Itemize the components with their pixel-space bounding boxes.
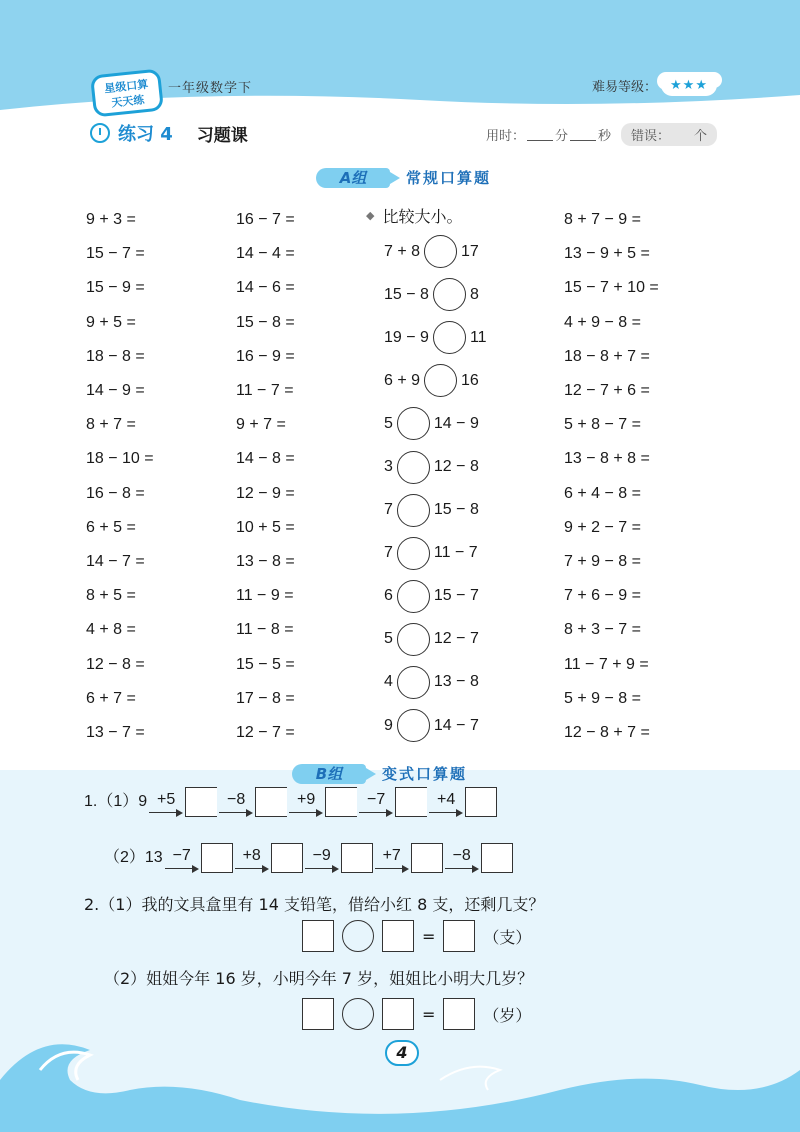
lesson-title: 习题课 bbox=[196, 125, 248, 146]
error-count-box[interactable] bbox=[621, 123, 717, 146]
exercise-item: 14 − 6 = bbox=[236, 279, 295, 297]
compare-column bbox=[366, 200, 487, 747]
group-b-tag: B组 bbox=[292, 764, 366, 784]
compare-item bbox=[384, 402, 487, 445]
exercise-item: 9 + 2 − 7 = bbox=[564, 518, 641, 536]
answer-circle[interactable] bbox=[397, 537, 430, 570]
answer-circle[interactable] bbox=[397, 494, 430, 527]
arrow-icon bbox=[359, 809, 393, 817]
exercise-item: 6 + 7 = bbox=[86, 689, 136, 707]
operation-label: −7 bbox=[172, 847, 191, 864]
exercise-item: 15 − 9 = bbox=[86, 279, 145, 297]
compare-right: 11 bbox=[469, 328, 487, 346]
seconds-blank[interactable] bbox=[570, 129, 596, 141]
compare-right: 16 bbox=[461, 371, 479, 389]
arrow-icon bbox=[375, 865, 409, 873]
compare-item bbox=[384, 704, 487, 747]
compare-left: 15 − 8 bbox=[384, 285, 429, 303]
exercise-column-1 bbox=[86, 203, 154, 750]
lesson-number: 练习 4 bbox=[118, 124, 173, 145]
series-logo bbox=[90, 68, 164, 117]
group-b-heading bbox=[292, 763, 467, 784]
compare-left: 5 bbox=[384, 630, 393, 648]
arrow-icon bbox=[305, 865, 339, 873]
operation-label: −7 bbox=[367, 791, 386, 808]
exercise-item: 15 − 5 = bbox=[236, 655, 295, 673]
compare-right: 13 − 8 bbox=[433, 673, 479, 691]
exercise-item: 6 + 4 − 8 = bbox=[564, 484, 641, 502]
exercise-item: 5 + 9 − 8 = bbox=[564, 689, 641, 707]
answer-circle[interactable] bbox=[397, 709, 430, 742]
compare-item bbox=[384, 273, 487, 316]
difficulty-label: 难易等级： bbox=[592, 79, 658, 95]
arrow-icon bbox=[235, 865, 269, 873]
operation-arrow bbox=[429, 791, 463, 817]
difficulty-stars: ★★★ bbox=[661, 74, 717, 96]
exercise-item: 12 − 8 + 7 = bbox=[564, 723, 650, 741]
exercise-item: 7 + 9 − 8 = bbox=[564, 552, 641, 570]
compare-left: 7 bbox=[384, 544, 393, 562]
answer-box[interactable] bbox=[382, 920, 414, 952]
operation-arrow bbox=[235, 847, 269, 873]
compare-right: 14 − 7 bbox=[433, 716, 479, 734]
answer-box[interactable] bbox=[443, 920, 475, 952]
group-a-tag: A组 bbox=[316, 168, 390, 188]
operator-circle[interactable] bbox=[342, 920, 374, 952]
compare-item bbox=[384, 532, 487, 575]
exercise-item: 8 + 7 − 9 = bbox=[564, 211, 641, 229]
arrow-icon bbox=[165, 865, 199, 873]
exercise-item: 14 − 9 = bbox=[86, 382, 145, 400]
exercise-item: 12 − 9 = bbox=[236, 484, 295, 502]
answer-box[interactable] bbox=[302, 920, 334, 952]
compare-left: 9 bbox=[384, 716, 393, 734]
exercise-item: 18 − 10 = bbox=[86, 450, 154, 468]
exercise-item: 7 + 6 − 9 = bbox=[564, 587, 641, 605]
operation-label: +8 bbox=[242, 847, 261, 864]
question-1-part-2 bbox=[104, 843, 513, 873]
exercise-item: 13 − 7 = bbox=[86, 723, 145, 741]
operation-arrow bbox=[165, 847, 199, 873]
exercise-item: 15 − 7 = bbox=[86, 245, 145, 263]
exercise-item: 16 − 9 = bbox=[236, 347, 295, 365]
answer-box[interactable] bbox=[465, 787, 497, 817]
compare-item bbox=[384, 445, 487, 488]
answer-box[interactable] bbox=[201, 843, 233, 873]
page-number: 4 bbox=[385, 1040, 419, 1066]
compare-item bbox=[384, 661, 487, 704]
chain-start: （2）13 bbox=[104, 849, 163, 866]
exercise-column-2 bbox=[236, 203, 295, 750]
answer-circle[interactable] bbox=[424, 364, 457, 397]
exercise-item: 9 + 5 = bbox=[86, 313, 136, 331]
exercise-item: 11 − 7 = bbox=[236, 382, 294, 400]
exercise-item: 8 + 3 − 7 = bbox=[564, 621, 641, 639]
compare-item bbox=[384, 316, 487, 359]
compare-left: 7 bbox=[384, 501, 393, 519]
exercise-item: 16 − 8 = bbox=[86, 484, 145, 502]
operation-arrow bbox=[289, 791, 323, 817]
exercise-item: 8 + 5 = bbox=[86, 587, 136, 605]
compare-item bbox=[384, 575, 487, 618]
compare-item bbox=[384, 489, 487, 532]
wave-decoration bbox=[0, 1010, 800, 1132]
answer-box[interactable] bbox=[185, 787, 217, 817]
answer-circle[interactable] bbox=[397, 666, 430, 699]
exercise-item: 12 − 7 = bbox=[236, 723, 295, 741]
answer-box[interactable] bbox=[395, 787, 427, 817]
compare-left: 3 bbox=[384, 458, 393, 476]
compare-left: 5 bbox=[384, 414, 393, 432]
operation-arrow bbox=[359, 791, 393, 817]
exercise-item: 14 − 7 = bbox=[86, 552, 145, 570]
answer-box[interactable] bbox=[255, 787, 287, 817]
exercise-item: 12 − 7 + 6 = bbox=[564, 382, 650, 400]
exercise-item: 13 − 8 = bbox=[236, 552, 295, 570]
operation-label: +7 bbox=[382, 847, 401, 864]
arrow-icon bbox=[445, 865, 479, 873]
compare-right: 12 − 7 bbox=[433, 630, 479, 648]
diamond-bullet-icon: ◆ bbox=[366, 208, 375, 222]
group-b-title: 变式口算题 bbox=[382, 765, 468, 783]
compare-left: 7 + 8 bbox=[384, 242, 421, 260]
exercise-item: 17 − 8 = bbox=[236, 689, 295, 707]
exercise-item: 6 + 5 = bbox=[86, 518, 136, 536]
arrow-icon bbox=[149, 809, 183, 817]
exercise-item: 10 + 5 = bbox=[236, 518, 295, 536]
group-a-title: 常规口算题 bbox=[406, 169, 492, 187]
answer-circle[interactable] bbox=[433, 278, 466, 311]
answer-circle[interactable] bbox=[397, 580, 430, 613]
exercise-item: 16 − 7 = bbox=[236, 211, 295, 229]
arrow-icon bbox=[429, 809, 463, 817]
compare-left: 6 + 9 bbox=[384, 371, 421, 389]
exercise-item: 15 − 7 + 10 = bbox=[564, 279, 659, 297]
compare-right: 14 − 9 bbox=[433, 414, 479, 432]
lesson-heading bbox=[90, 120, 248, 146]
answer-box[interactable] bbox=[411, 843, 443, 873]
compare-title: 比较大小。 bbox=[382, 206, 463, 226]
operation-label: +9 bbox=[297, 791, 316, 808]
compare-left: 19 − 9 bbox=[384, 328, 429, 346]
error-unit: 个 bbox=[694, 129, 708, 144]
answer-box[interactable] bbox=[341, 843, 373, 873]
compare-item bbox=[384, 618, 487, 661]
exercise-item: 12 − 8 = bbox=[86, 655, 145, 673]
compare-right: 15 − 7 bbox=[433, 587, 479, 605]
exercise-item: 8 + 7 = bbox=[86, 416, 136, 434]
group-a-heading bbox=[316, 167, 491, 188]
second-label: 秒 bbox=[598, 129, 612, 144]
minute-label: 分 bbox=[555, 129, 569, 144]
operation-label: −8 bbox=[452, 847, 471, 864]
chain-start: 1.（1）9 bbox=[84, 793, 148, 810]
compare-right: 8 bbox=[469, 285, 479, 303]
exercise-item: 11 − 8 = bbox=[236, 621, 294, 639]
arrow-icon bbox=[289, 809, 323, 817]
compare-right: 17 bbox=[461, 242, 479, 260]
time-label: 用时： bbox=[486, 129, 526, 144]
compare-right: 15 − 8 bbox=[433, 501, 479, 519]
operation-label: +4 bbox=[437, 791, 456, 808]
compare-right: 12 − 8 bbox=[433, 458, 479, 476]
answer-box[interactable] bbox=[271, 843, 303, 873]
exercise-item: 13 − 8 + 8 = bbox=[564, 450, 650, 468]
compare-right: 11 − 7 bbox=[433, 544, 478, 562]
operation-arrow bbox=[219, 791, 253, 817]
exercise-item: 9 + 3 = bbox=[86, 211, 136, 229]
answer-circle[interactable] bbox=[433, 321, 466, 354]
unit-label: （支） bbox=[483, 927, 532, 947]
logo-line2: 天天练 bbox=[110, 93, 145, 110]
answer-circle[interactable] bbox=[424, 235, 457, 268]
compare-heading bbox=[366, 200, 487, 230]
exercise-item: 11 − 7 + 9 = bbox=[564, 655, 649, 673]
operation-arrow bbox=[445, 847, 479, 873]
exercise-item: 14 − 8 = bbox=[236, 450, 295, 468]
arrow-icon bbox=[219, 809, 253, 817]
compare-item bbox=[384, 359, 487, 402]
logo-line1: 星级口算 bbox=[103, 77, 149, 96]
answer-box[interactable] bbox=[481, 843, 513, 873]
compare-left: 6 bbox=[384, 587, 393, 605]
answer-circle[interactable] bbox=[397, 407, 430, 440]
time-record bbox=[486, 123, 717, 146]
operation-arrow bbox=[149, 791, 183, 817]
exercise-item: 15 − 8 = bbox=[236, 313, 295, 331]
exercise-item: 4 + 9 − 8 = bbox=[564, 313, 641, 331]
exercise-item: 18 − 8 + 7 = bbox=[564, 347, 650, 365]
operation-label: +5 bbox=[157, 791, 176, 808]
unit-label: （岁） bbox=[483, 1005, 532, 1025]
operation-arrow bbox=[305, 847, 339, 873]
subject-label: 一年级数学下 bbox=[168, 81, 253, 96]
error-label: 错误： bbox=[631, 129, 671, 144]
question-1-part-1 bbox=[84, 787, 497, 817]
exercise-column-4 bbox=[564, 203, 659, 750]
compare-left: 4 bbox=[384, 673, 393, 691]
equals-sign: = bbox=[422, 1004, 436, 1024]
question-2-part-2-text: （2）姐姐今年 16 岁，小明今年 7 岁，姐姐比小明大几岁？ bbox=[104, 969, 534, 988]
exercise-item: 11 − 9 = bbox=[236, 587, 294, 605]
question-2-part-1-text: 2.（1）我的文具盒里有 14 支铅笔，借给小红 8 支，还剩几支？ bbox=[84, 895, 545, 914]
minutes-blank[interactable] bbox=[527, 129, 553, 141]
answer-box[interactable] bbox=[325, 787, 357, 817]
operation-arrow bbox=[375, 847, 409, 873]
exercise-item: 14 − 4 = bbox=[236, 245, 295, 263]
equals-sign: = bbox=[422, 926, 436, 946]
compare-item bbox=[384, 230, 487, 273]
equation-row-1 bbox=[302, 920, 531, 952]
exercise-item: 9 + 7 = bbox=[236, 416, 286, 434]
answer-circle[interactable] bbox=[397, 623, 430, 656]
exercise-item: 13 − 9 + 5 = bbox=[564, 245, 650, 263]
exercise-item: 18 − 8 = bbox=[86, 347, 145, 365]
operation-label: −9 bbox=[312, 847, 331, 864]
alarm-clock-icon bbox=[90, 123, 110, 143]
exercise-item: 4 + 8 = bbox=[86, 621, 136, 639]
operation-label: −8 bbox=[227, 791, 246, 808]
difficulty-rating bbox=[592, 74, 717, 96]
exercise-item: 5 + 8 − 7 = bbox=[564, 416, 641, 434]
answer-circle[interactable] bbox=[397, 451, 430, 484]
